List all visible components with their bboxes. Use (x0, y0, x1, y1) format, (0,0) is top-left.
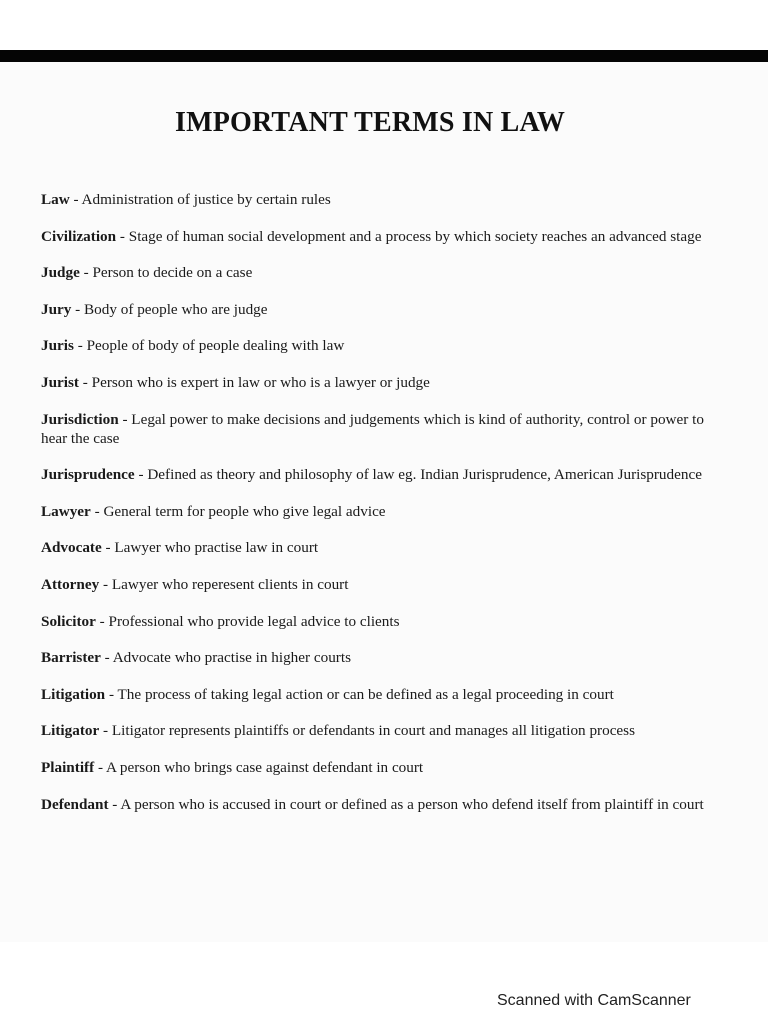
separator: - (100, 649, 113, 667)
top-border-bar (0, 50, 768, 62)
term-label: Lawyer (41, 502, 91, 520)
list-item (41, 612, 711, 631)
term-label: Barrister (41, 649, 101, 667)
separator: - (90, 502, 104, 520)
term-label: Litigation (41, 685, 106, 703)
term-label: Solicitor (41, 612, 96, 630)
term-label: Jury (41, 300, 72, 318)
separator: - (73, 337, 87, 355)
separator: - (69, 191, 82, 208)
term-label: Juris (41, 337, 74, 355)
separator: - (99, 722, 112, 740)
term-definition: Litigator represents plaintiffs or defendants in court and manages all litigation process (111, 722, 635, 740)
list-item (41, 502, 711, 521)
term-definition: People of body of people dealing with law (86, 337, 345, 355)
separator: - (99, 575, 112, 593)
list-item (41, 410, 711, 448)
list-item (41, 263, 711, 282)
term-definition: Person who is expert in law or who is a lawyer or judge (91, 373, 430, 391)
separator: - (71, 300, 85, 318)
separator: - (79, 264, 93, 282)
term-definition: The process of taking legal action or can be defined as a legal proceeding in court (117, 685, 614, 703)
term-definition: Advocate who practise in higher courts (112, 649, 351, 667)
term-definition: A person who is accused in court or defined as a person who defend itself from plaintiff in court (120, 795, 704, 813)
list-item (41, 575, 711, 594)
separator: - (94, 758, 106, 776)
separator: - (95, 612, 109, 630)
list-item (41, 190, 711, 209)
list-item (41, 758, 711, 777)
separator: - (118, 410, 132, 428)
separator: - (101, 539, 115, 557)
separator: - (78, 373, 92, 391)
term-label: Law (41, 191, 70, 208)
list-item (41, 465, 711, 484)
list-item (41, 227, 711, 246)
term-label: Civilization (41, 227, 117, 245)
list-item (41, 538, 711, 557)
term-label: Judge (41, 264, 80, 282)
list-item (41, 721, 711, 740)
term-definition: Body of people who are judge (84, 300, 268, 318)
term-label: Defendant (41, 795, 109, 813)
separator: - (116, 227, 129, 245)
term-label: Jurist (41, 373, 79, 391)
term-definition: General term for people who give legal advice (103, 502, 386, 520)
separator: - (134, 466, 148, 484)
page-title: IMPORTANT TERMS IN LAW (174, 107, 566, 138)
term-label: Advocate (41, 539, 102, 557)
term-definition: A person who brings case against defendant in court (105, 758, 424, 776)
term-label: Plaintiff (41, 758, 95, 776)
list-item (41, 795, 711, 814)
separator: - (108, 795, 121, 813)
term-definition: Lawyer who reperesent clients in court (111, 575, 349, 593)
term-definition: Professional who provide legal advice to clients (108, 612, 400, 630)
term-list (41, 190, 711, 831)
term-definition: Legal power to make decisions and judgements which is kind of authority, control or power to hear the case (41, 410, 704, 447)
list-item (41, 685, 711, 704)
term-label: Litigator (41, 722, 100, 740)
list-item (41, 300, 711, 319)
list-item (41, 648, 711, 667)
term-definition: Administration of justice by certain rules (81, 191, 331, 208)
list-item (41, 336, 711, 355)
term-definition: Lawyer who practise law in court (114, 539, 319, 557)
term-definition: Stage of human social development and a process by which society reaches an advanced stage (128, 227, 702, 245)
term-label: Jurisprudence (41, 466, 135, 484)
term-label: Jurisdiction (41, 410, 119, 428)
term-definition: Defined as theory and philosophy of law eg. Indian Jurisprudence, American Jurisprudence (147, 466, 702, 484)
term-definition: Person to decide on a case (92, 264, 253, 282)
term-label: Attorney (41, 575, 100, 593)
list-item (41, 373, 711, 392)
scanner-watermark: Scanned with CamScanner (497, 992, 691, 1009)
separator: - (105, 685, 118, 703)
